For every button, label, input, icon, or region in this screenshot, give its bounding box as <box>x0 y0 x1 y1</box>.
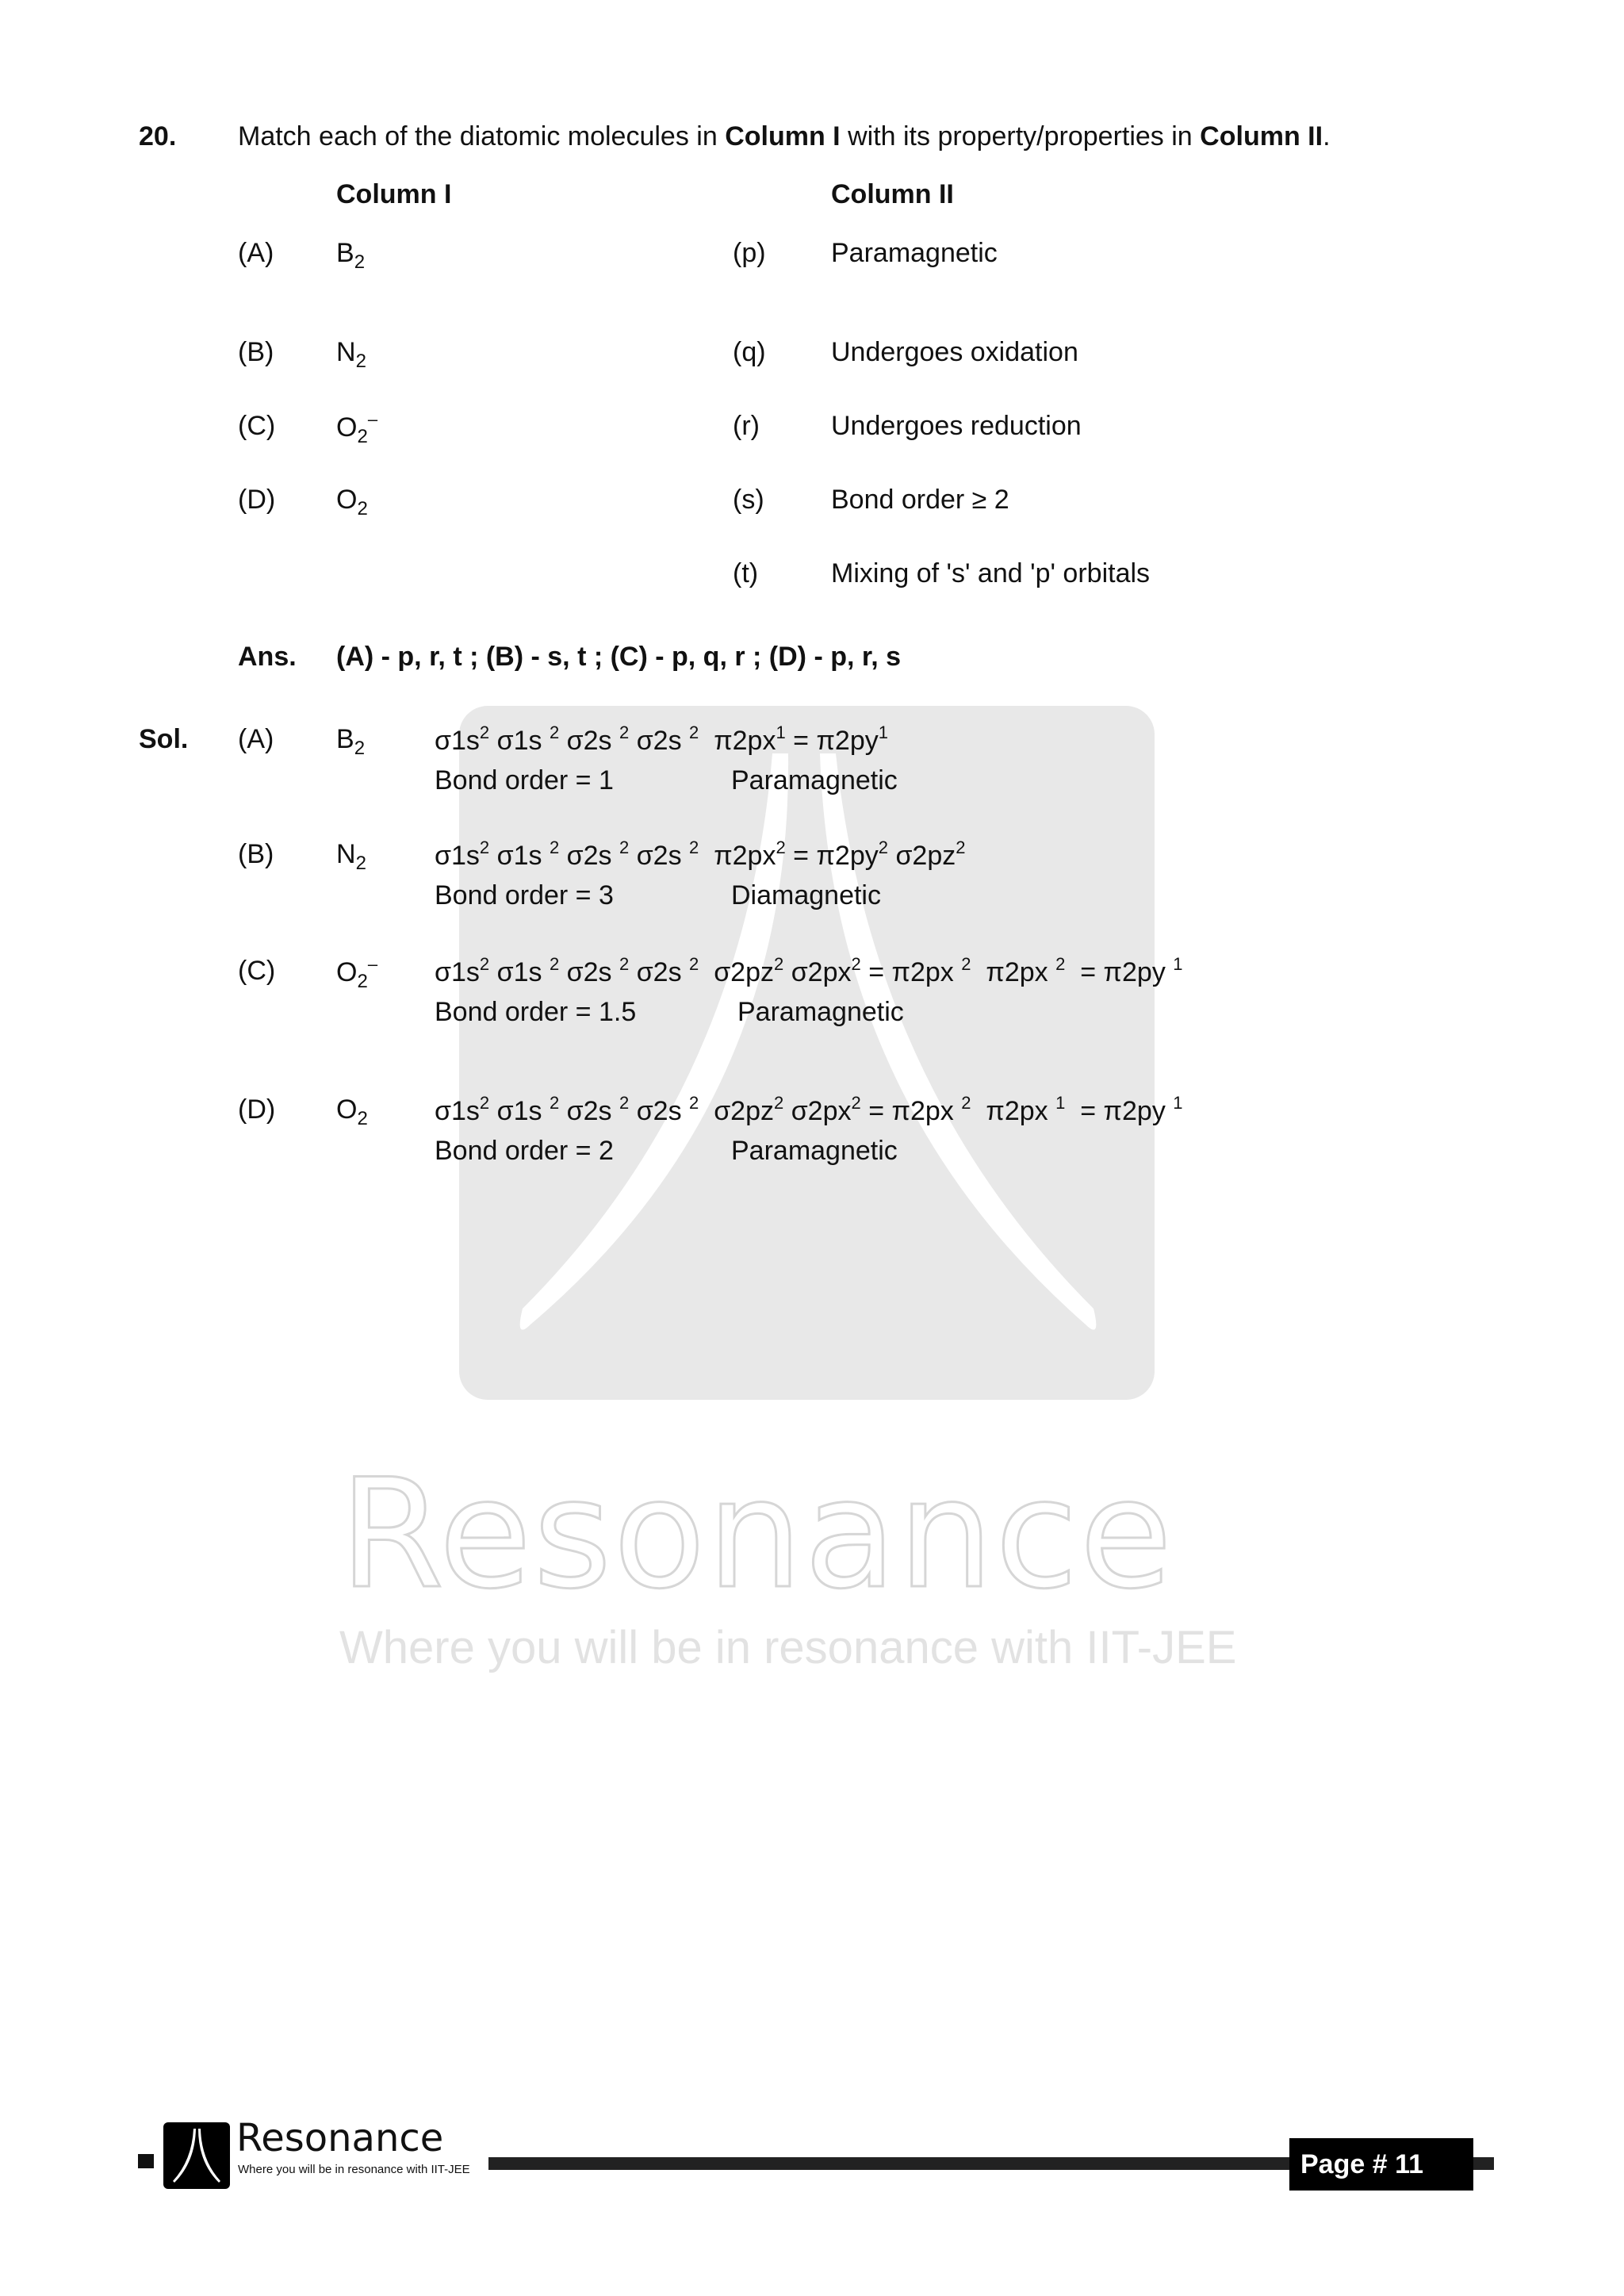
orbital: π2px <box>971 1096 1056 1126</box>
orbital: σ2px <box>783 957 852 987</box>
orbital: σ2s <box>559 1096 619 1126</box>
orbital: = π2px <box>860 957 962 987</box>
electron-configuration <box>435 956 1183 988</box>
bond-order: Bond order = 3 <box>435 880 614 910</box>
question-text-bold: Column II <box>1200 121 1323 151</box>
molecule-base: B <box>336 724 354 754</box>
orbital: = π2py <box>1065 1096 1174 1126</box>
orbital: σ2s <box>559 841 619 871</box>
column-2-property: Mixing of 's' and 'p' orbitals <box>831 558 1151 588</box>
column-2-property: Undergoes oxidation <box>831 337 1078 367</box>
molecule-base: N <box>336 839 356 869</box>
orbital: σ1s <box>435 1096 480 1126</box>
column-1-label: (D) <box>238 485 276 515</box>
electron-configuration <box>435 1094 1183 1127</box>
bond-order: Bond order = 1.5 <box>435 997 637 1027</box>
subscript: 2 <box>357 498 368 519</box>
electron-count: 2 <box>479 838 490 857</box>
electron-count: 2 <box>851 1093 861 1113</box>
solution-molecule <box>336 1094 368 1129</box>
column-2-label: (q) <box>733 337 766 367</box>
solution-item-label: (A) <box>238 724 274 754</box>
electron-count: 2 <box>774 954 784 974</box>
solution-item-label: (D) <box>238 1094 276 1125</box>
orbital: σ1s <box>489 841 550 871</box>
solution-label: Sol. <box>139 724 189 754</box>
watermark-brand: Resonance <box>339 1447 1174 1622</box>
magnetic-property: Diamagnetic <box>731 880 881 910</box>
orbital: σ2s <box>629 957 690 987</box>
column-1-label: (B) <box>238 337 274 367</box>
electron-count: 2 <box>549 954 560 974</box>
orbital: = π2py <box>1065 957 1174 987</box>
column-2-label: (r) <box>733 411 760 441</box>
electron-configuration <box>435 724 888 757</box>
subscript: 2 <box>357 971 368 992</box>
column-2-label: (t) <box>733 558 759 588</box>
subscript: 2 <box>354 251 366 273</box>
answer-text: (A) - p, r, t ; (B) - s, t ; (C) - p, q, r ; (D) - p, r, s <box>336 642 902 672</box>
footer-logo <box>163 2122 230 2189</box>
watermark-tagline: Where you will be in resonance with IIT-JEE <box>339 1622 1237 1673</box>
electron-count: 2 <box>774 1093 784 1113</box>
electron-count: 2 <box>961 1093 971 1113</box>
orbital: σ2s <box>629 726 690 756</box>
subscript: 2 <box>355 853 366 874</box>
orbital: = π2py <box>785 841 879 871</box>
solution-molecule <box>336 724 365 758</box>
footer-rule-left <box>138 2154 154 2168</box>
molecule-base: N <box>336 337 356 367</box>
answer-label: Ans. <box>238 642 297 672</box>
question-text-bold: Column I <box>725 121 841 151</box>
electron-count: 2 <box>619 838 630 857</box>
question-text <box>238 121 1331 152</box>
magnetic-property: Paramagnetic <box>731 1136 898 1166</box>
molecule-base: O <box>336 485 358 515</box>
column-1-label: (A) <box>238 238 274 268</box>
question-text-part: . <box>1323 121 1331 151</box>
orbital: = π2py <box>785 726 879 756</box>
electron-count: 2 <box>619 723 630 742</box>
orbital: σ1s <box>435 841 480 871</box>
column-1-molecule <box>336 337 366 371</box>
electron-count: 2 <box>776 838 786 857</box>
magnetic-property: Paramagnetic <box>731 765 898 795</box>
charge: – <box>367 409 378 429</box>
electron-count: 2 <box>619 954 630 974</box>
watermark-arch-icon <box>459 706 1155 1400</box>
footer-tagline: Where you will be in resonance with IIT-JEE <box>238 2163 470 2176</box>
orbital: π2px <box>971 957 1056 987</box>
column-2-property: Undergoes reduction <box>831 411 1082 441</box>
molecule-base: O <box>336 957 358 987</box>
question-text-part: with its property/properties in <box>840 121 1201 151</box>
column-2-label: (s) <box>733 485 764 515</box>
resonance-arch-icon <box>163 2122 230 2189</box>
solution-molecule <box>336 839 366 873</box>
magnetic-property: Paramagnetic <box>737 997 904 1027</box>
electron-count: 1 <box>1055 1093 1066 1113</box>
question-number: 20. <box>139 121 177 151</box>
solution-item-label: (C) <box>238 956 276 986</box>
watermark-logo <box>459 706 1155 1400</box>
subscript: 2 <box>355 351 366 372</box>
footer-rule-right <box>1473 2157 1494 2170</box>
column-2-label: (p) <box>733 238 766 268</box>
column-1-molecule <box>336 485 368 519</box>
charge: – <box>367 954 378 974</box>
electron-count: 2 <box>549 838 560 857</box>
subscript: 2 <box>357 426 368 447</box>
page-number: Page # 11 <box>1289 2138 1473 2191</box>
electron-count: 2 <box>479 1093 490 1113</box>
electron-count: 1 <box>776 723 786 742</box>
electron-count: 2 <box>689 954 699 974</box>
electron-count: 2 <box>878 838 888 857</box>
column-1-molecule <box>336 411 377 447</box>
orbital: σ2pz <box>699 1096 774 1126</box>
question-text-part: Match each of the diatomic molecules in <box>238 121 726 151</box>
electron-count: 2 <box>689 838 699 857</box>
orbital: σ1s <box>489 957 550 987</box>
electron-count: 2 <box>956 838 966 857</box>
electron-count: 2 <box>549 723 560 742</box>
electron-count: 2 <box>1055 954 1066 974</box>
column-2-property: Paramagnetic <box>831 238 998 268</box>
electron-count: 2 <box>851 954 861 974</box>
electron-count: 2 <box>479 954 490 974</box>
bond-order: Bond order = 2 <box>435 1136 614 1166</box>
solution-molecule <box>336 956 377 991</box>
solution-item-label: (B) <box>238 839 274 869</box>
orbital: σ2s <box>559 726 619 756</box>
electron-count: 2 <box>689 723 699 742</box>
electron-configuration <box>435 839 966 872</box>
electron-count: 2 <box>549 1093 560 1113</box>
bond-order: Bond order = 1 <box>435 765 614 795</box>
orbital: σ2s <box>629 1096 690 1126</box>
column-2-property: Bond order ≥ 2 <box>831 485 1009 515</box>
electron-count: 2 <box>689 1093 699 1113</box>
molecule-base: O <box>336 412 358 443</box>
orbital: π2px <box>699 841 776 871</box>
footer-rule <box>488 2157 1289 2170</box>
subscript: 2 <box>357 1108 368 1129</box>
orbital: = π2px <box>860 1096 962 1126</box>
footer-brand: Resonance <box>236 2116 444 2160</box>
molecule-base: O <box>336 1094 358 1125</box>
orbital: σ1s <box>489 726 550 756</box>
column-2-header: Column II <box>831 179 954 209</box>
electron-count: 1 <box>878 723 888 742</box>
orbital: σ2pz <box>699 957 774 987</box>
column-1-molecule <box>336 238 365 272</box>
orbital: σ2s <box>559 957 619 987</box>
orbital: σ2pz <box>888 841 956 871</box>
electron-count: 2 <box>961 954 971 974</box>
orbital: σ2px <box>783 1096 852 1126</box>
electron-count: 2 <box>619 1093 630 1113</box>
column-1-header: Column I <box>336 179 452 209</box>
orbital: σ1s <box>435 726 480 756</box>
molecule-base: B <box>336 238 354 268</box>
orbital: π2px <box>699 726 776 756</box>
electron-count: 1 <box>1173 954 1183 974</box>
electron-count: 2 <box>479 723 490 742</box>
electron-count: 1 <box>1173 1093 1183 1113</box>
subscript: 2 <box>354 738 366 759</box>
orbital: σ2s <box>629 841 690 871</box>
column-1-label: (C) <box>238 411 276 441</box>
orbital: σ1s <box>489 1096 550 1126</box>
orbital: σ1s <box>435 957 480 987</box>
